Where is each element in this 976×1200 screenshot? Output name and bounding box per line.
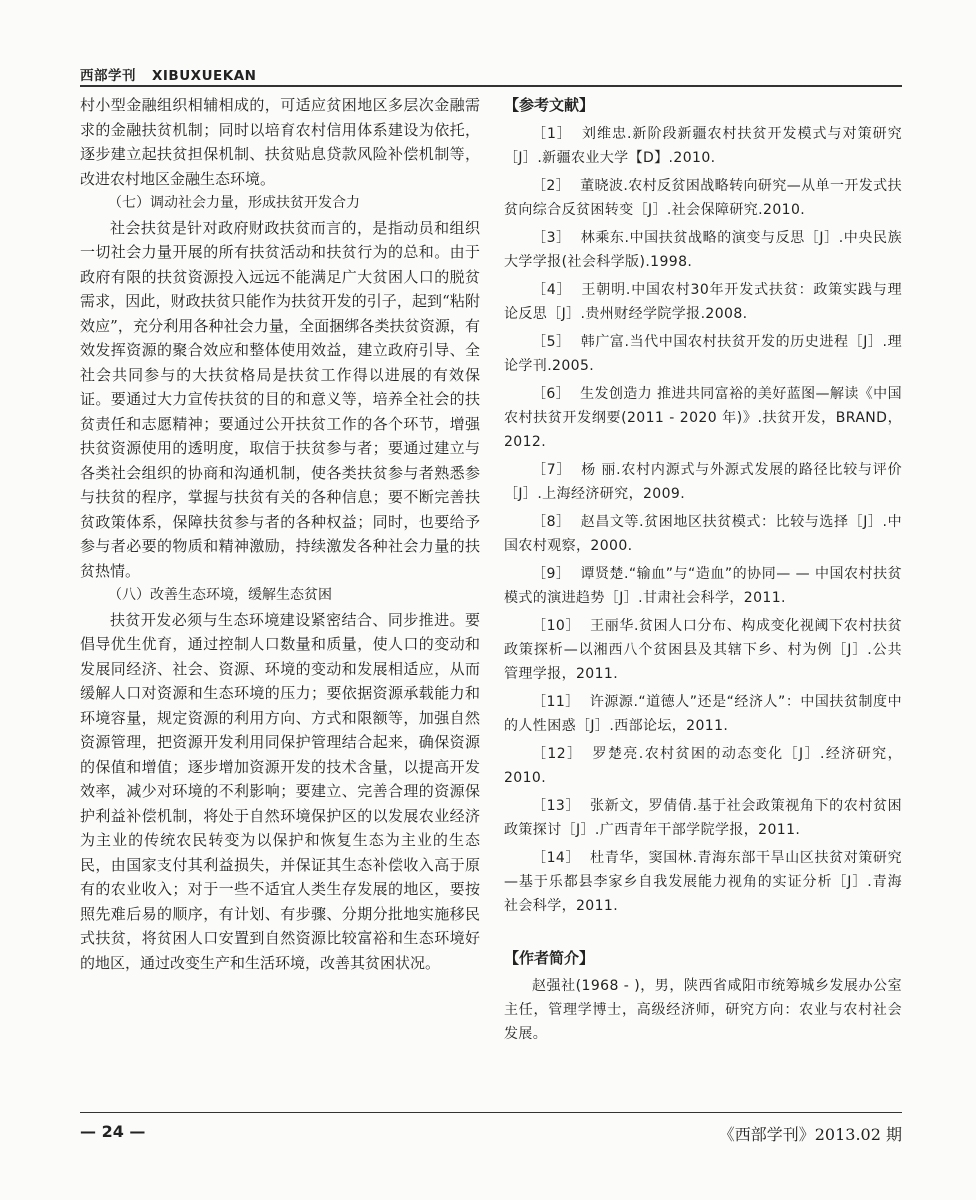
journal-name-cn: 西部学刊 [80, 68, 136, 84]
footer-rule [80, 1112, 902, 1113]
left-column [80, 93, 480, 975]
reference-number: ［3］ [532, 229, 571, 246]
reference-number: ［14］ [532, 849, 581, 866]
reference-number: ［11］ [532, 693, 580, 710]
body-paragraph: 村小型金融组织相辅相成的，可适应贫困地区多层次金融需求的金融扶贫机制；同时以培育农村信用体系建设为依托，逐步建立起扶贫担保机制、扶贫贴息贷款风险补偿机制等，改进农村地区金融生态环境。 [80, 96, 480, 188]
reference-number: ［1］ [532, 125, 572, 142]
reference-text: 杨 丽.农村内源式与外源式发展的路径比较与评价［J］.上海经济研究，2009. [504, 461, 902, 502]
journal-name-en: XIBUXUEKAN [152, 68, 257, 84]
reference-text: 王丽华.贫困人口分布、构成变化视阈下农村扶贫政策探析—以湘西八个贫困县及其辖下乡、村为例［J］.公共管理学报，2011. [504, 617, 903, 682]
reference-item [504, 174, 902, 222]
reference-number: ［7］ [532, 461, 572, 478]
right-column [504, 93, 902, 1046]
reference-number: ［5］ [532, 333, 571, 350]
reference-text: 王朝明.中国农村30年开发式扶贫：政策实践与理论反思［J］.贵州财经学院学报.2008. [504, 281, 903, 322]
reference-text: 刘维忠.新阶段新疆农村扶贫开发模式与对策研究［J］.新疆农业大学【D】.2010. [504, 125, 902, 166]
reference-text: 赵昌文等.贫困地区扶贫模式：比较与选择［J］.中国农村观察，2000. [504, 513, 902, 554]
reference-text: 谭贤楚.“输血”与“造血”的协同— — 中国农村扶贫模式的演进趋势［J］.甘肃社会科学，2011. [504, 565, 902, 606]
references-title: 【参考文献】 [504, 96, 595, 114]
reference-number: ［12］ [532, 745, 583, 762]
reference-text: 林乘东.中国扶贫战略的演变与反思［J］.中央民族大学学报(社会科学版).1998. [504, 229, 902, 270]
reference-item [504, 510, 902, 558]
reference-text: 杜青华，窦国林.青海东部干旱山区扶贫对策研究—基于乐都县李家乡自我发展能力视角的实证分析［J］.青海社会科学，2011. [504, 849, 903, 914]
reference-item [504, 458, 902, 506]
reference-item [504, 846, 902, 918]
reference-number: ［4］ [532, 281, 572, 298]
reference-text: 韩广富.当代中国农村扶贫开发的历史进程［J］.理论学刊.2005. [504, 333, 902, 374]
reference-item [504, 742, 902, 790]
reference-text: 罗楚亮.农村贫困的动态变化［J］.经济研究，2010. [504, 745, 902, 786]
running-header [80, 64, 900, 84]
reference-number: ［10］ [532, 617, 581, 634]
reference-item [504, 226, 902, 274]
reference-list [504, 122, 902, 918]
footer-journal-issue: 《西部学刊》2013.02 期 [718, 1125, 902, 1144]
reference-item [504, 614, 902, 686]
body-paragraph: 社会扶贫是针对政府财政扶贫而言的，是指动员和组织一切社会力量开展的所有扶贫活动和扶贫行为的总和。由于政府有限的扶贫资源投入远远不能满足广大贫困人口的脱贫需求，因此，财政扶贫只能作为扶贫开发的引子，起到“粘附效应”，充分利用各种社会力量，全面捆绑各类扶贫资源，有效发挥资源的聚合效应和整体使用效益，建立政府引导、全社会共同参与的大扶贫格局是扶贫工作得以进展的有效保证。要通过大力宣传扶贫的目的和意义等，培养全社会的扶贫责任和志愿精神；要通过公开扶贫工作的各个环节，增强扶贫资源使用的透明度，取信于扶贫参与者；要通过建立与各类社会组织的协商和沟通机制，使各类扶贫参与者熟悉参与扶贫的程序，掌握与扶贫有关的各种信息；要不断完善扶贫政策体系，保障扶贫参与者的各种权益；同时，也要给予参与者必要的物质和精神激励，持续激发各种社会力量的扶贫热情。 [80, 218, 480, 580]
reference-number: ［13］ [532, 797, 581, 814]
reference-text: 生发创造力 推进共同富裕的美好蓝图—解读《中国农村扶贫开发纲要(2011 - 2020 年)》.扶贫开发，BRAND，2012. [504, 385, 902, 450]
reference-item [504, 330, 902, 378]
reference-item [504, 794, 902, 842]
reference-text: 张新文，罗倩倩.基于社会政策视角下的农村贫困政策探讨［J］.广西青年干部学院学报，2011. [504, 797, 903, 838]
reference-text: 董晓波.农村反贫困战略转向研究—从单一开发式扶贫向综合反贫困转变［J］.社会保障研究.2010. [504, 177, 902, 218]
reference-number: ［6］ [532, 385, 571, 402]
author-bio-text: 赵强社(1968 - )，男，陕西省咸阳市统筹城乡发展办公室主任，管理学博士，高级经济师，研究方向：农业与农村社会发展。 [504, 978, 902, 1042]
reference-item [504, 690, 902, 738]
reference-item [504, 382, 902, 454]
reference-number: ［8］ [532, 513, 571, 530]
section-heading: （八）改善生态环境，缓解生态贫困 [108, 587, 332, 603]
reference-number: ［9］ [532, 565, 571, 582]
header-rule [80, 85, 902, 87]
author-bio-title: 【作者简介】 [504, 948, 595, 967]
reference-item [504, 278, 902, 326]
reference-item [504, 562, 902, 610]
reference-text: 许源源.“道德人”还是“经济人”：中国扶贫制度中的人性困惑［J］.西部论坛，2011. [504, 693, 902, 734]
body-paragraph: 扶贫开发必须与生态环境建设紧密结合、同步推进。要倡导优生优育，通过控制人口数量和质量，使人口的变动和发展同经济、社会、资源、环境的变动和发展相适应，从而缓解人口对资源和生态环境的压力；要依据资源承载能力和环境容量，规定资源的利用方向、方式和限额等，加强自然资源管理，把资源开发利用同保护管理结合起来，确保资源的保值和增值；逐步增加资源开发的技术含量，以提高开发效率，减少对环境的不利影响；要建立、完善合理的资源保护利益补偿机制，将处于自然环境保护区的以发展农业经济为主业的传统农民转变为以保护和恢复生态为主业的生态民，由国家支付其利益损失，并保证其生态补偿收入高于原有的农业收入；对于一些不适宜人类生存发展的地区，要按照先难后易的顺序，有计划、有步骤、分期分批地实施移民式扶贫，将贫困人口安置到自然资源比较富裕和生态环境好的地区，通过改变生产和生活环境，改善其贫困状况。 [80, 610, 480, 972]
author-bio [504, 946, 902, 1047]
section-heading: （七）调动社会力量，形成扶贫开发合力 [108, 195, 360, 211]
page-number: — 24 — [80, 1122, 146, 1141]
reference-number: ［2］ [532, 177, 571, 194]
reference-item [504, 122, 902, 170]
